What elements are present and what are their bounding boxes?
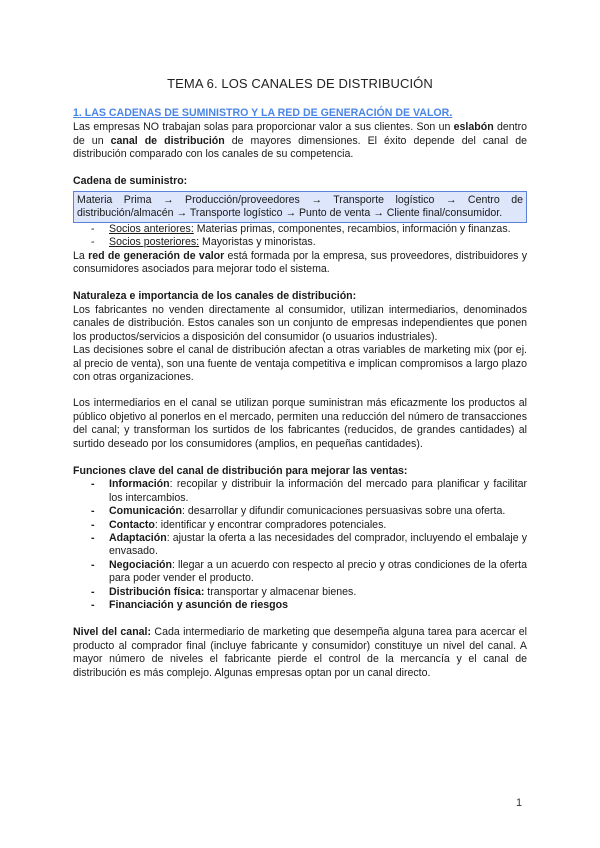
page-title: TEMA 6. LOS CANALES DE DISTRIBUCIÓN bbox=[167, 76, 433, 91]
list-item: - Socios anteriores: Materias primas, componentes, recambios, información y finanzas. bbox=[73, 223, 527, 236]
nature-paragraph-2: Las decisiones sobre el canal de distribución afectan a otras variables de marketing mix (por ej. al precio de venta), son una fuente de ventaja competitiva e implican compromisos a largo plazo con otras organizaciones. bbox=[73, 344, 527, 383]
functions-heading: Funciones clave del canal de distribución para mejorar las ventas: bbox=[73, 464, 408, 477]
functions-list bbox=[73, 478, 527, 612]
list-item: - Contacto: identificar y encontrar compradores potenciales. bbox=[73, 519, 527, 532]
list-item: - Comunicación: desarrollar y difundir comunicaciones persuasivas sobre una oferta. bbox=[73, 505, 527, 518]
section-heading: 1. LAS CADENAS DE SUMINISTRO Y LA RED DE GENERACIÓN DE VALOR. bbox=[73, 107, 453, 119]
list-item: - Socios posteriores: Mayoristas y minoristas. bbox=[73, 236, 527, 249]
supply-chain-heading: Cadena de suministro: bbox=[73, 174, 188, 187]
list-item: - Distribución física: transportar y almacenar bienes. bbox=[73, 586, 527, 599]
nature-paragraph-3: Los intermediarios en el canal se utilizan porque suministran más eficazmente los productos al público objetivo al ponerlos en el mercado, permiten una reducción del número de transacciones del canal; y transforman los surtidos de los fabricantes (reducidos, de grandes cantidades) al surtido deseado por los consumidores (amplios, en pequeñas cantidades). bbox=[73, 397, 527, 450]
list-item: - Información: recopilar y distribuir la información del mercado para planificar y facilitar los intercambios. bbox=[73, 478, 527, 505]
value-network-paragraph: La red de generación de valor está formada por la empresa, sus proveedores, distribuidores y consumidores asociados para mejorar todo el sistema. bbox=[73, 249, 527, 276]
list-item: - Negociación: llegar a un acuerdo con respecto al precio y otras condiciones de la oferta para poder vender el producto. bbox=[73, 559, 527, 586]
page-number: 1 bbox=[516, 797, 523, 809]
page-content bbox=[73, 107, 527, 680]
partners-list bbox=[73, 223, 527, 250]
list-item: - Financiación y asunción de riesgos bbox=[73, 599, 527, 612]
supply-chain-box: Materia Prima → Producción/proveedores → Transporte logístico → Centro de distribución/almacén → Transporte logístico → Punto de venta → Cliente final/consumidor. bbox=[73, 191, 527, 223]
nature-heading: Naturaleza e importancia de los canales de distribución: bbox=[73, 290, 357, 303]
list-item: - Adaptación: ajustar la oferta a las necesidades del comprador, incluyendo el embalaje y envasado. bbox=[73, 532, 527, 559]
nature-paragraph-1: Los fabricantes no venden directamente al consumidor, utilizan intermediarios, denominados canales de distribución. Estos canales son un conjunto de empresas independientes que ponen los productos/servicios a disposición del consumidor (o usuarios industriales). bbox=[73, 303, 527, 343]
channel-level-paragraph: Nivel del canal: Cada intermediario de marketing que desempeña alguna tarea para acercar el producto al comprador final (incluye fabricante y consumidor) constituye un nivel del canal. A mayor número de niveles el fabricante pierde el control de la mercancía y el canal de distribución es más complejo. Algunas empresas optan por un canal directo. bbox=[73, 626, 527, 679]
intro-paragraph: Las empresas NO trabajan solas para proporcionar valor a sus clientes. Son un eslabón dentro de un canal de distribución de mayores dimensiones. El éxito depende del canal de distribución comparado con los canales de su competencia. bbox=[73, 121, 528, 161]
